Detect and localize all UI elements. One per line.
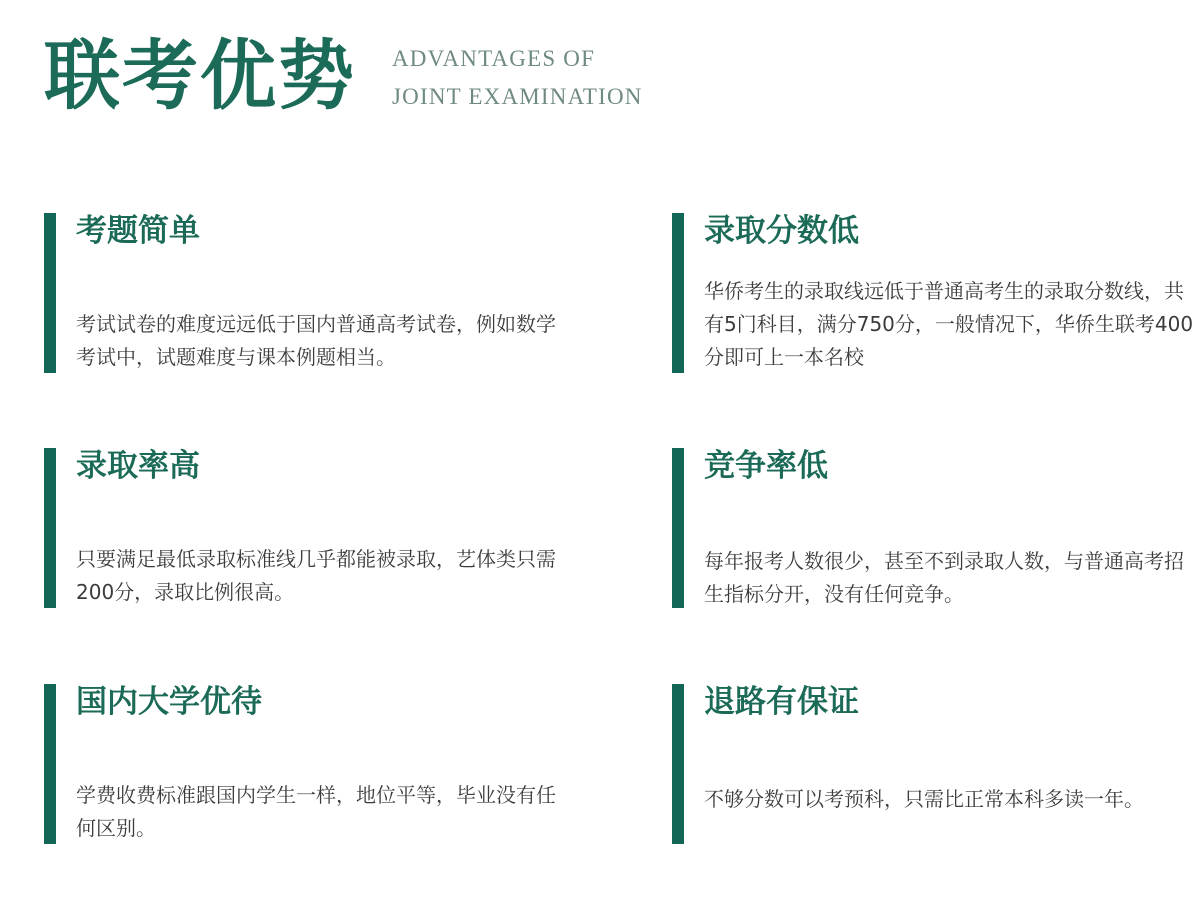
accent-bar (672, 684, 684, 844)
page-subtitle (392, 40, 643, 116)
accent-bar (44, 448, 56, 608)
card-body: 学费收费标准跟国内学生一样，地位平等，毕业没有任何区别。 (76, 783, 556, 840)
page-subtitle-line-1: ADVANTAGES OF (392, 46, 596, 71)
advantage-card-university-treatment (44, 684, 564, 844)
card-heading: 录取分数低 (704, 213, 859, 249)
accent-bar (44, 684, 56, 844)
card-heading: 竞争率低 (704, 448, 828, 484)
card-body: 每年报考人数很少，甚至不到录取人数，与普通高考招生指标分开，没有任何竞争。 (704, 549, 1184, 606)
card-body: 不够分数可以考预科，只需比正常本科多读一年。 (704, 787, 1144, 811)
page-title: 联考优势 (44, 31, 356, 120)
page-subtitle-line-2: JOINT EXAMINATION (392, 84, 643, 109)
advantage-card-high-admission-rate (44, 448, 564, 608)
card-body: 只要满足最低录取标准线几乎都能被录取，艺体类只需200分，录取比例很高。 (76, 547, 556, 604)
card-heading: 国内大学优待 (76, 684, 262, 720)
card-heading: 录取率高 (76, 448, 200, 484)
advantage-card-easy-exam (44, 213, 564, 373)
advantage-card-fallback-guaranteed (672, 684, 1192, 844)
accent-bar (672, 448, 684, 608)
card-heading: 考题简单 (76, 213, 200, 249)
accent-bar (672, 213, 684, 373)
advantage-card-low-score-line (672, 213, 1192, 373)
card-body: 华侨考生的录取线远低于普通高考生的录取分数线，共有5门科目，满分750分，一般情况下，华侨生联考400分即可上一本名校 (704, 279, 1194, 369)
card-body: 考试试卷的难度远远低于国内普通高考试卷，例如数学考试中，试题难度与课本例题相当。 (76, 312, 556, 369)
card-heading: 退路有保证 (704, 684, 859, 720)
accent-bar (44, 213, 56, 373)
advantage-card-low-competition (672, 448, 1192, 608)
